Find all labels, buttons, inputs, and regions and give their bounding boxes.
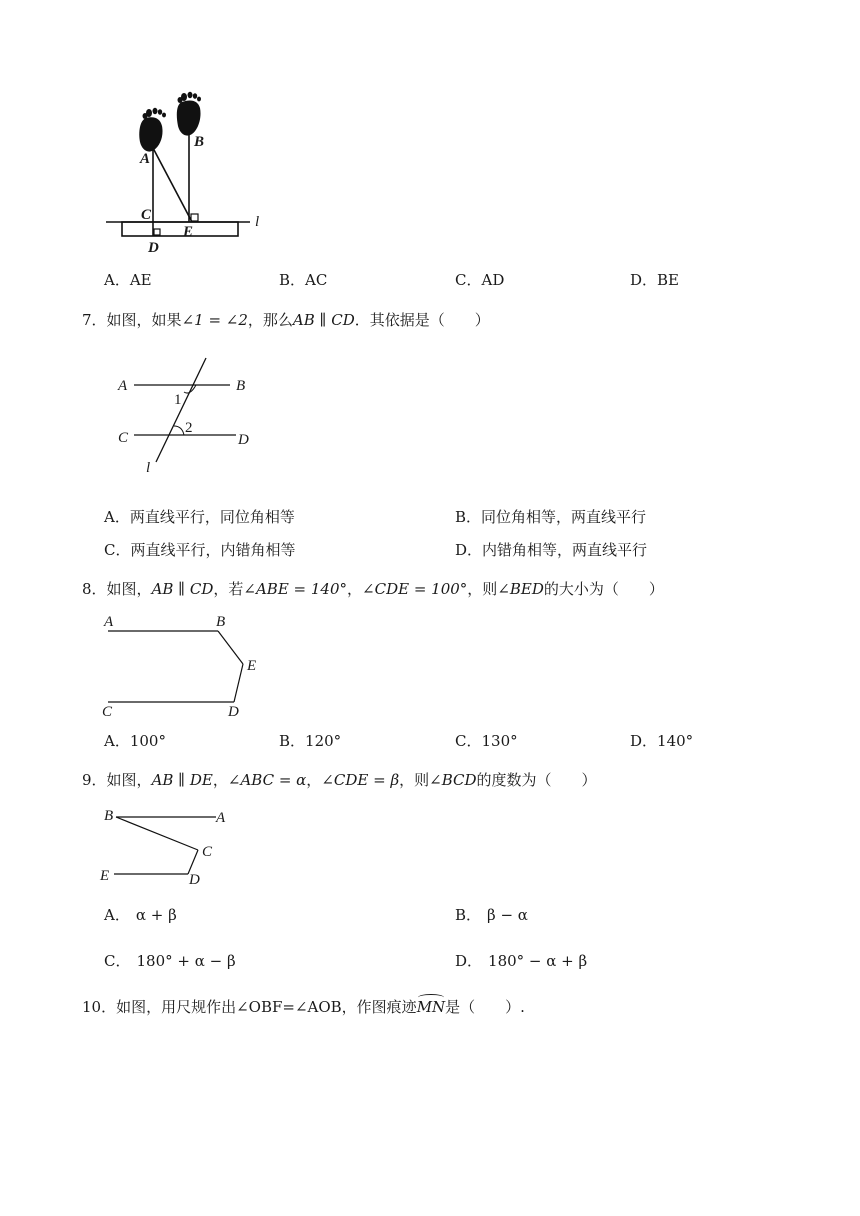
q6-option-d[interactable]: D．BE [630, 271, 680, 289]
q8-option-b[interactable]: B．120° [279, 732, 342, 750]
q8-option-d[interactable]: D．140° [630, 732, 694, 750]
label-a: A [216, 810, 226, 826]
q8-stem: 8．如图，AB ∥ CD，若∠ABE = 140°，∠CDE = 100°，则∠BED的大小为（ ） [82, 580, 664, 598]
segment-ed [234, 664, 243, 702]
q8-option-a[interactable]: A．100° [104, 732, 166, 750]
arc-mn: MN [416, 998, 446, 1016]
segment-be [218, 631, 243, 664]
q7-figure [110, 352, 270, 477]
angle-2-arc [174, 426, 184, 435]
footprint-right-icon [177, 92, 201, 136]
segment-cd [188, 850, 198, 874]
label-b: B [236, 378, 246, 394]
footprint-left-icon [139, 108, 166, 152]
segment-ae [153, 148, 192, 222]
label-b: B [216, 614, 226, 630]
q10-stem: 10．如图，用尺规作出∠OBF=∠AOB，作图痕迹MN是（ ）. [82, 998, 525, 1016]
label-l: l [146, 460, 151, 476]
label-c: C [141, 207, 152, 223]
transversal-l [156, 358, 206, 462]
segment-bc [116, 817, 198, 850]
q6-option-c[interactable]: C．AD [455, 271, 505, 289]
q7-option-d[interactable]: D．内错角相等，两直线平行 [455, 541, 648, 559]
label-a: A [118, 378, 128, 394]
q9-figure [98, 804, 248, 890]
q9-option-c[interactable]: C． 180° + α − β [104, 952, 236, 970]
label-c: C [202, 844, 213, 860]
q8-option-c[interactable]: C．130° [455, 732, 518, 750]
label-d: D [238, 432, 249, 448]
q9-stem: 9．如图，AB ∥ DE，∠ABC = α，∠CDE = β，则∠BCD的度数为（ ） [82, 771, 597, 789]
label-d: D [189, 872, 200, 888]
right-angle-mark-d [154, 229, 160, 235]
q9-option-b[interactable]: B． β − α [455, 906, 528, 924]
q7-option-a[interactable]: A．两直线平行，同位角相等 [104, 508, 295, 526]
label-a: A [140, 151, 151, 167]
label-b: B [104, 808, 114, 824]
q7-option-b[interactable]: B．同位角相等，两直线平行 [455, 508, 647, 526]
label-1: 1 [174, 392, 182, 408]
q9-option-d[interactable]: D． 180° − α + β [455, 952, 588, 970]
label-l: l [255, 214, 260, 230]
label-c: C [118, 430, 129, 446]
q9-option-a[interactable]: A． α + β [104, 906, 177, 924]
label-b: B [194, 134, 205, 150]
label-c: C [102, 704, 113, 720]
q6-option-a[interactable]: A．AE [104, 271, 152, 289]
label-a: A [104, 614, 114, 630]
label-d: D [148, 240, 159, 256]
sandpit [122, 222, 238, 236]
label-e: E [183, 224, 194, 240]
q6-option-b[interactable]: B．AC [279, 271, 328, 289]
q6-figure [100, 88, 280, 263]
right-angle-mark-e [191, 214, 198, 221]
q7-stem: 7．如图，如果∠1 = ∠2，那么AB ∥ CD．其依据是（ ） [82, 311, 490, 329]
label-e: E [247, 658, 257, 674]
q8-figure [98, 612, 268, 722]
label-e: E [100, 868, 110, 884]
label-d: D [228, 704, 239, 720]
label-2: 2 [185, 420, 193, 436]
q7-option-c[interactable]: C．两直线平行，内错角相等 [104, 541, 296, 559]
angle-1-arc [184, 385, 196, 393]
